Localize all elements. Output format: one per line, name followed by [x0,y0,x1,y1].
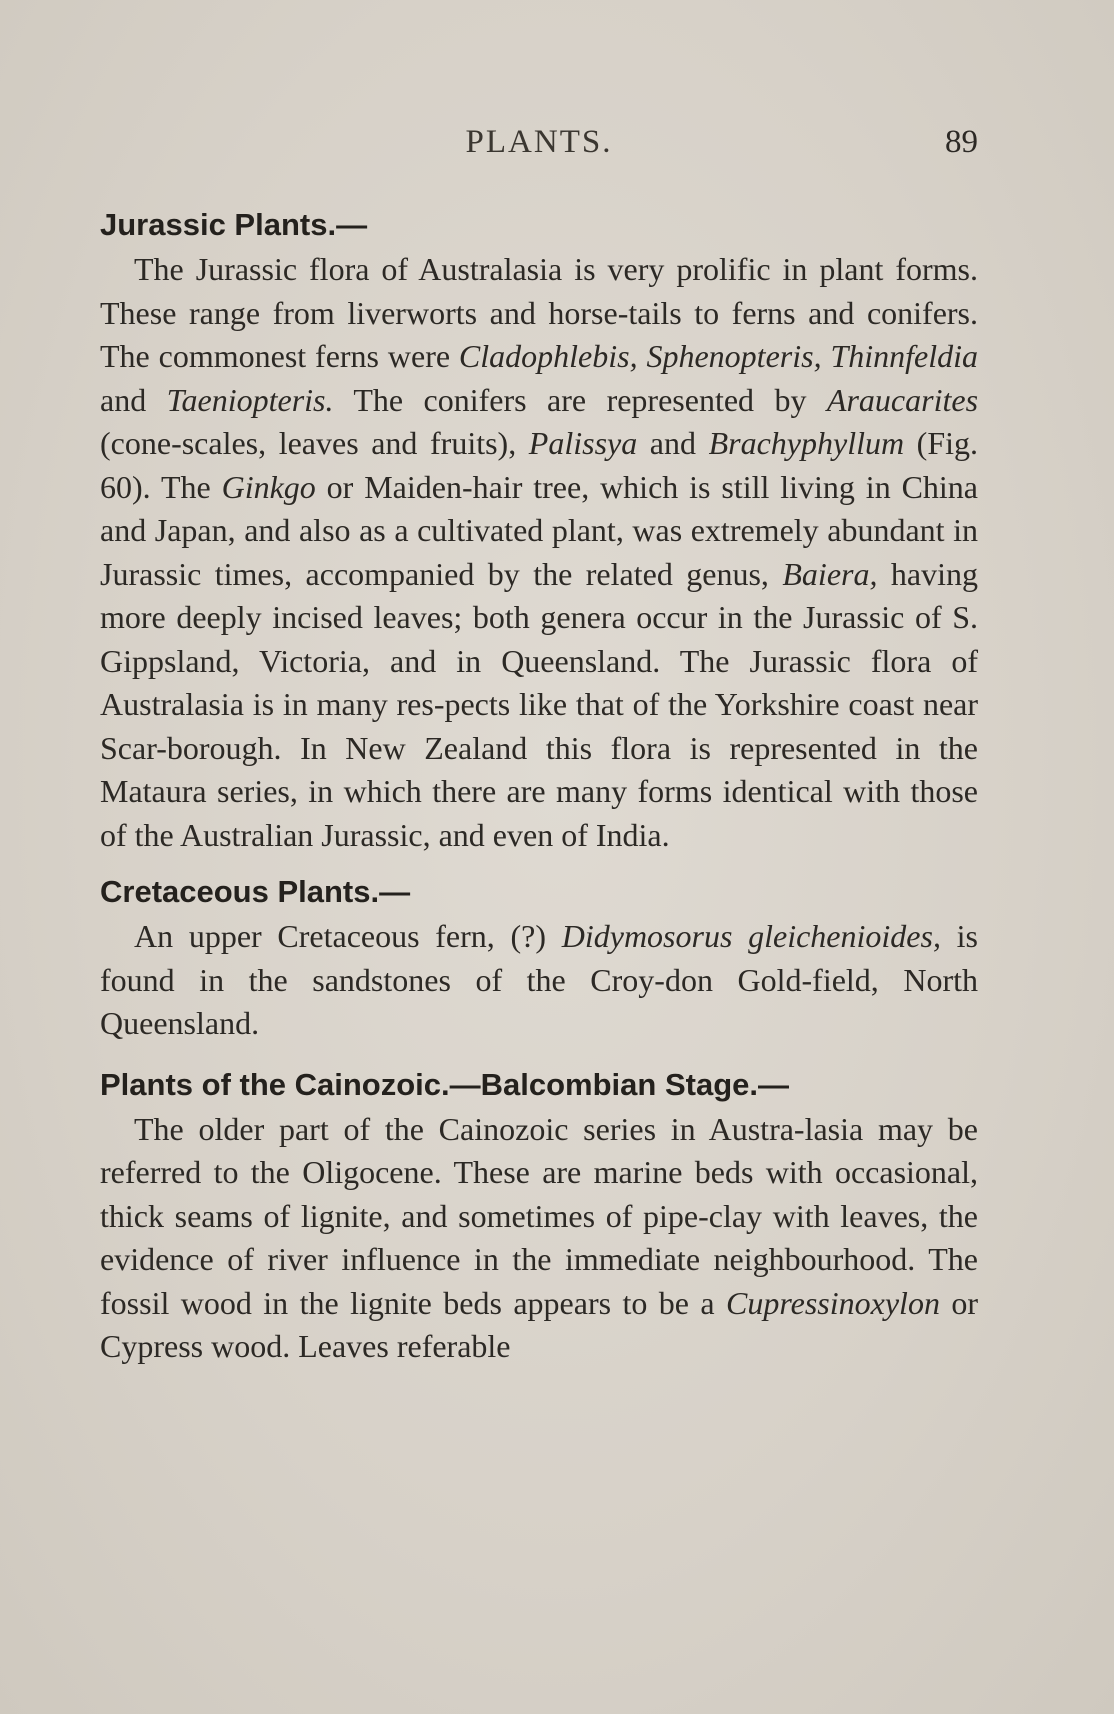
text-run: The older part of the Cainozoic series in Austra-lasia may be referred to the Oligocene. These are marine beds with occasional, thick seams of lignite, and sometimes of pipe-clay with leaves, the evidence of river influence in the immediate neighbourhood. The fossil wood in the lignite beds appears to be a [100,1110,978,1321]
text-run: The Jurassic flora of Australasia is very prolific in plant forms. These range from liverworts and horse-tails to ferns and conifers. The commonest ferns were [100,251,978,374]
italic-text: Araucarites [826,381,979,418]
text-run: or Cypress wood. Leaves referable [100,1284,979,1364]
section-paragraph [100,248,978,857]
section-heading: Plants of the Cainozoic.—Balcombian Stage.— [100,1066,789,1102]
text-run: The conifers are represented by [333,381,827,418]
page-header [100,124,978,170]
text-run: and [637,425,709,461]
section-heading: Cretaceous Plants.— [100,874,411,909]
section-heading: Jurassic Plants.— [100,207,368,242]
text-run: (Fig. 60). The [100,425,979,505]
section-paragraph [100,1108,978,1369]
section-jurassic [100,202,978,857]
italic-text: Ginkgo [221,468,316,505]
italic-text: Baiera, [782,555,878,592]
section-cretaceous [100,869,978,1046]
text-run: is found in the sandstones of the Croy-don Gold-field, North Queensland. [100,918,979,1041]
text-run: having more deeply incised leaves; both genera occur in the Jurassic of S. Gippsland, Victoria, and in Queensland. The Jurassic flora of Australasia is in many res-pects like that of the Yorkshire coast near Scar-borough. In New Zealand this flora is represented in the Mataura series, in which there are many forms identical with those of the Australian Jurassic, and even of India. [100,555,979,853]
text-run: and [100,381,167,418]
italic-text: Taeniopteris. [166,381,334,418]
running-head: PLANTS. [465,124,613,160]
italic-text: Cupressinoxylon [726,1284,940,1321]
section-paragraph [100,915,978,1046]
page-number: 89 [945,124,978,160]
italic-text: Brachyphyllum [708,425,905,461]
text-run: (cone-scales, leaves and fruits), [100,425,529,461]
text-run: An upper Cretaceous fern, (?) [134,918,562,954]
page-body [100,202,978,1369]
italic-text: Didymosorus gleichenioides, [561,918,941,954]
italic-text: Palissya [528,425,638,461]
section-cainozoic [100,1062,978,1369]
italic-text: Cladophlebis, Sphenopteris, Thinnfeldia [458,338,978,374]
text-run: or Maiden-hair tree, which is still living in China and Japan, and also as a cultivated plant, was extremely abundant in Jurassic times, accompanied by the related genus, [100,468,979,592]
